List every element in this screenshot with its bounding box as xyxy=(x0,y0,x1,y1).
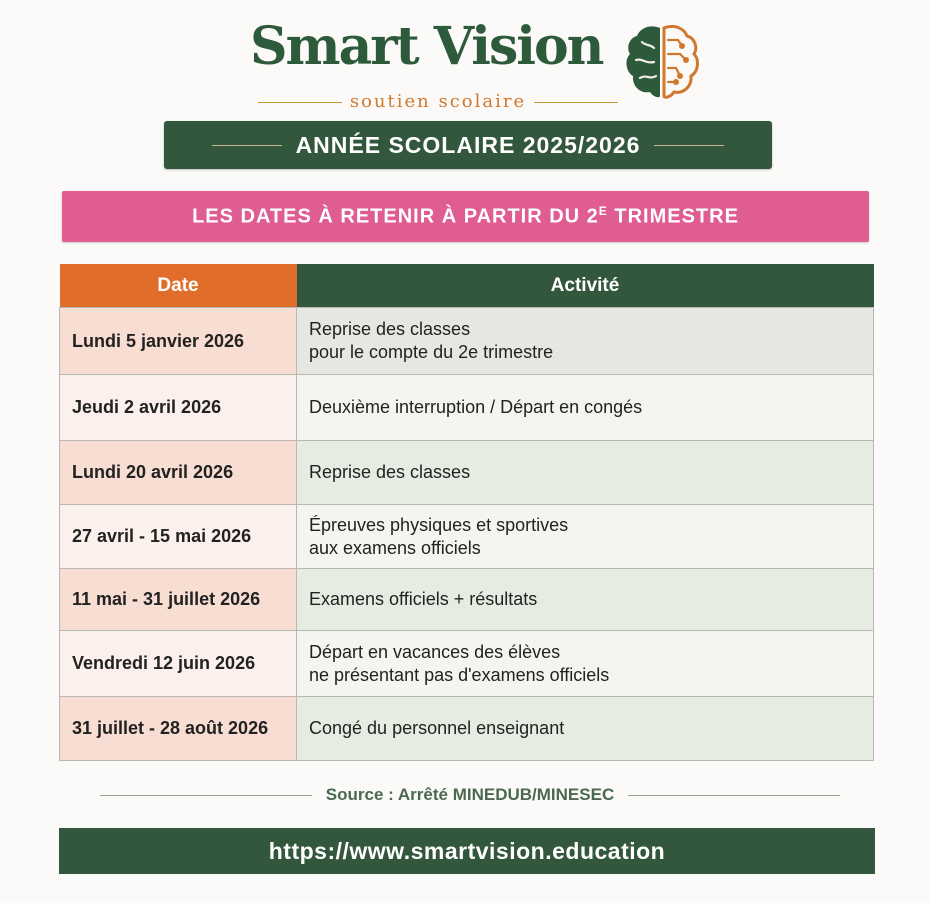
date-cell: Jeudi 2 avril 2026 xyxy=(60,375,297,441)
activity-cell xyxy=(297,308,874,375)
website-url[interactable]: https://www.smartvision.education xyxy=(268,837,666,864)
key-dates-title-end: TRIMESTRE xyxy=(607,205,739,228)
key-dates-title-main: LES DATES À RETENIR À PARTIR DU 2 xyxy=(192,205,599,228)
website-banner xyxy=(59,828,875,874)
date-cell: Vendredi 12 juin 2026 xyxy=(60,631,297,697)
column-header-date: Date xyxy=(60,264,297,308)
banner-divider-left xyxy=(212,145,282,146)
activity-cell xyxy=(297,375,874,441)
brand-name: Smart Vision xyxy=(250,16,603,77)
table-row xyxy=(60,631,874,697)
table-row xyxy=(60,505,874,569)
banner-divider-right xyxy=(654,145,724,146)
brand-tagline-row xyxy=(258,92,618,112)
date-cell: Lundi 5 janvier 2026 xyxy=(60,308,297,375)
table-row xyxy=(60,697,874,761)
brand-logo xyxy=(250,14,710,112)
activity-line: Examens officiels + résultats xyxy=(309,589,538,609)
activity-line: pour le compte du 2e trimestre xyxy=(309,342,554,362)
table-row xyxy=(60,375,874,441)
key-dates-title-sup: E xyxy=(598,204,608,219)
brain-circuit-icon xyxy=(620,20,704,104)
activity-line: aux examens officiels xyxy=(309,537,481,558)
schedule-table xyxy=(59,264,874,761)
date-cell: 27 avril - 15 mai 2026 xyxy=(60,505,297,569)
activity-line: Deuxième interruption / Départ en congés xyxy=(309,397,643,417)
source-divider-left xyxy=(100,795,312,796)
key-dates-title xyxy=(192,204,739,229)
source-text: Source : Arrêté MINEDUB/MINESEC xyxy=(325,785,615,804)
activity-line: ne présentant pas d'examens officiels xyxy=(309,664,610,685)
source-divider-right xyxy=(628,795,840,796)
activity-cell xyxy=(297,441,874,505)
activity-cell xyxy=(297,569,874,631)
school-year-title: ANNÉE SCOLAIRE 2025/2026 xyxy=(295,131,641,158)
activity-line: Épreuves physiques et sportives xyxy=(309,514,569,535)
activity-line: Reprise des classes xyxy=(309,462,471,482)
date-cell: 11 mai - 31 juillet 2026 xyxy=(60,569,297,631)
column-header-activity: Activité xyxy=(297,264,874,308)
source-row xyxy=(100,783,840,807)
tagline-divider-left xyxy=(258,102,342,103)
table-header-row xyxy=(60,264,874,308)
activity-cell xyxy=(297,697,874,761)
date-cell: Lundi 20 avril 2026 xyxy=(60,441,297,505)
activity-line: Congé du personnel enseignant xyxy=(309,718,565,738)
activity-line: Reprise des classes xyxy=(309,319,471,339)
brand-tagline: soutien scolaire xyxy=(349,91,527,112)
table-row xyxy=(60,441,874,505)
activity-cell xyxy=(297,631,874,697)
school-year-banner xyxy=(164,121,772,169)
activity-line: Départ en vacances des élèves xyxy=(309,641,561,662)
date-cell: 31 juillet - 28 août 2026 xyxy=(60,697,297,761)
table-row xyxy=(60,308,874,375)
table-row xyxy=(60,569,874,631)
activity-cell xyxy=(297,505,874,569)
tagline-divider-right xyxy=(534,102,618,103)
key-dates-banner xyxy=(62,191,869,242)
